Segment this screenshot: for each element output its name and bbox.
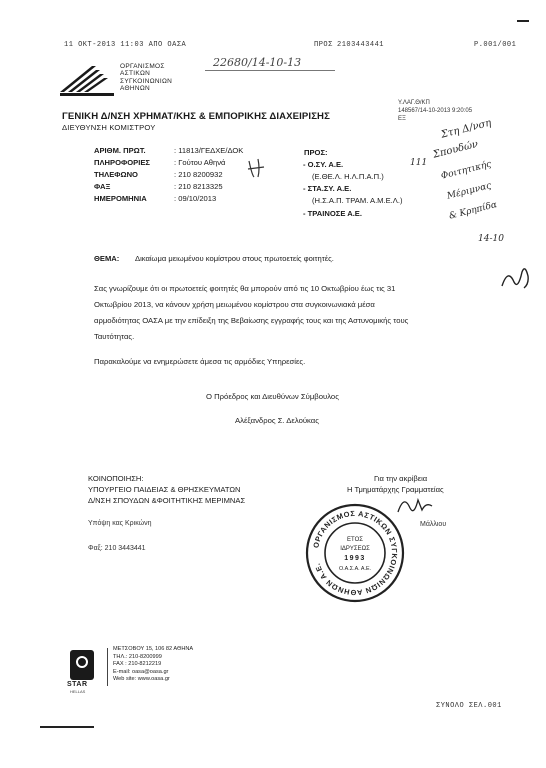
margin-note-line: Στη Δ/νση <box>440 117 493 141</box>
oasa-logo-icon <box>58 62 116 100</box>
margin-note-mark: 111 <box>410 158 428 168</box>
body-line: αρμοδιότητας ΟΑΣΑ με την επίδειξη της Βεβαίωσης εγγραφής τους και της Αστυνομικής τους <box>94 316 409 325</box>
seal-center-line: ΕΤΟΣ <box>347 537 363 543</box>
recipient-item: (Η.Σ.Α.Π. ΤΡΑΜ. Α.Μ.Ε.Λ.) <box>312 196 403 205</box>
info-value: : 11813/ΓΕΔΧΕ/ΔΟΚ <box>174 146 244 155</box>
received-stamp-code: ΕΞ <box>398 116 406 122</box>
info-label: ΦΑΞ <box>94 182 111 191</box>
seal-ring-text: ΟΡΓΑΝΙΣΜΟΣ ΑΣΤΙΚΩΝ ΣΥΓΚΟΙΝΩΝΙΩΝ ΑΘΗΝΩΝ Α.Ε. <box>311 508 400 598</box>
margin-note-line: & Κρηπίδα <box>448 200 499 222</box>
signature-role: Ο Πρόεδρος και Διευθύνων Σύμβουλος <box>206 392 339 401</box>
star-logo-icon <box>70 650 94 680</box>
org-name-line: ΑΣΤΙΚΩΝ <box>120 70 151 78</box>
recipient-item: - ΣΤΑ.ΣΥ. Α.Ε. <box>303 184 352 193</box>
footer-divider <box>107 648 108 686</box>
margin-signature-icon <box>498 262 534 292</box>
department-title: ΓΕΝΙΚΗ Δ/ΝΣΗ ΧΡΗΜΑΤ/ΚΗΣ & ΕΜΠΟΡΙΚΗΣ ΔΙΑΧΕΙΡΙΣΗΣ <box>62 111 330 122</box>
seal-center-line: ΙΔΡΥΣΕΩΣ <box>340 546 370 552</box>
org-name-line: ΣΥΓΚΟΙΝΩΝΙΩΝ <box>120 77 173 85</box>
subject-label: ΘΕΜΑ: <box>94 254 120 263</box>
certification-line-2: Η Τμηματάρχης Γραμματείας <box>347 485 444 494</box>
recipients-label: ΠΡΟΣ: <box>304 148 328 157</box>
fax-total-pages: ΣΥΝΟΛΟ ΣΕΛ.001 <box>436 702 502 710</box>
star-logo-label: STAR <box>67 681 88 688</box>
footer-email: E-mail: oasa@oasa.gr <box>113 668 169 675</box>
recipient-item: (Ε.ΘΕ.Λ. Η.Λ.Π.Α.Π.) <box>312 172 384 181</box>
cc-fax: Φαξ: 210 3443441 <box>88 545 146 552</box>
protocol-underline <box>205 70 335 71</box>
body-line: Ταυτότητας. <box>94 332 135 341</box>
margin-note-line: Μέριμνας <box>446 181 493 202</box>
info-value: : 210 8200932 <box>174 170 223 179</box>
received-stamp-number: 148567/14-10-2013 9:20:05 <box>398 108 473 114</box>
footer-website: Web site: www.oasa.gr <box>113 676 170 683</box>
cc-attention: Υπόψη κας Κρικώνη <box>88 520 152 527</box>
fax-to-label: ΠΡΟΣ <box>314 41 333 49</box>
corner-mark <box>517 20 529 22</box>
cc-line-2: Δ/ΝΣΗ ΣΠΟΥΔΩΝ &ΦΟΙΤΗΤΙΚΗΣ ΜΕΡΙΜΝΑΣ <box>88 496 246 505</box>
info-label: ΤΗΛΕΦΩΝΟ <box>94 170 138 179</box>
footer-contact-block <box>113 646 193 684</box>
footer-phone: ΤΗΛ.: 210-8200999 <box>113 653 162 660</box>
fax-page-number: Ρ.001/001 <box>474 41 517 49</box>
star-logo-sub: HELLAS <box>70 689 86 694</box>
certification-line-1: Για την ακρίβεια <box>374 474 428 483</box>
org-name-line: ΟΡΓΑΝΙΣΜΟΣ <box>120 63 165 70</box>
margin-note-line: Σπουδών <box>432 138 480 161</box>
body-line: Οκτωβρίου 2013, να κάνουν χρήση μειωμένου κομίστρου στα συγκοινωνιακά μέσα <box>94 300 375 309</box>
cc-label: ΚΟΙΝΟΠΟΙΗΣΗ: <box>88 474 144 483</box>
info-label: ΗΜΕΡΟΜΗΝΙΑ <box>94 194 147 203</box>
recipient-item: - ΤΡΑΙΝΟΣΕ Α.Ε. <box>303 209 362 218</box>
margin-note-line: Φοιτητικής <box>440 159 493 182</box>
seal-center-line: 1993 <box>344 555 366 562</box>
info-label: ΠΛΗΡΟΦΟΡΙΕΣ <box>94 158 150 167</box>
subject-text: Δικαίωμα μειωμένου κομίστρου στους πρωτοετείς φοιτητές. <box>135 254 334 263</box>
cc-line-1: ΥΠΟΥΡΓΕΙΟ ΠΑΙΔΕΙΑΣ & ΘΡΗΣΚΕΥΜΑΤΩΝ <box>88 485 241 494</box>
initials-mark-icon <box>246 157 268 179</box>
info-value: : 210 8213325 <box>174 182 223 191</box>
org-name-line: ΑΘΗΝΩΝ <box>120 85 150 93</box>
organization-seal-icon <box>304 502 406 604</box>
footer-address: ΜΕΤΣΟΒΟΥ 15, 106 82 ΑΘΗΝΑ <box>113 646 194 652</box>
fax-header-left: 11 ΟΚΤ-2013 11:03 ΑΠΟ ΟΑΣΑ <box>64 41 187 49</box>
incoming-protocol-handwritten: 22680/14-10-13 <box>213 56 302 69</box>
certification-name: Μάλλιου <box>420 521 447 528</box>
info-value: : 09/10/2013 <box>174 194 217 203</box>
fax-to-number: 2103443441 <box>337 41 385 49</box>
body-line: Σας γνωρίζουμε ότι οι πρωτοετείς φοιτητές θα μπορούν από τις 10 Οκτωβρίου έως τις 31 <box>94 284 396 293</box>
info-label: ΑΡΙΘΜ. ΠΡΩΤ. <box>94 146 146 155</box>
recipient-item: - Ο.ΣΥ. Α.Ε. <box>303 160 344 169</box>
footer-fax: FAX : 210-8212219 <box>113 661 162 668</box>
star-logo-ring <box>76 656 88 668</box>
received-stamp-label: Υ.ΛΑΓ.Θ/ΚΠ <box>398 100 430 106</box>
body-paragraph-2: Παρακαλούμε να ενημερώσετε άμεσα τις αρμόδιες Υπηρεσίες. <box>94 357 306 366</box>
bottom-left-mark <box>40 726 94 728</box>
org-name-block <box>120 63 172 93</box>
margin-note-date: 14-10 <box>478 234 504 244</box>
signature-name: Αλέξανδρος Σ. Δελούκας <box>235 416 319 425</box>
info-value: : Γούτου Αθηνά <box>174 158 226 167</box>
seal-center-line: Ο.Α.Σ.Α. Α.Ε. <box>338 566 372 572</box>
department-subtitle: ΔΙΕΥΘΥΝΣΗ ΚΟΜΙΣΤΡΟΥ <box>62 123 156 132</box>
